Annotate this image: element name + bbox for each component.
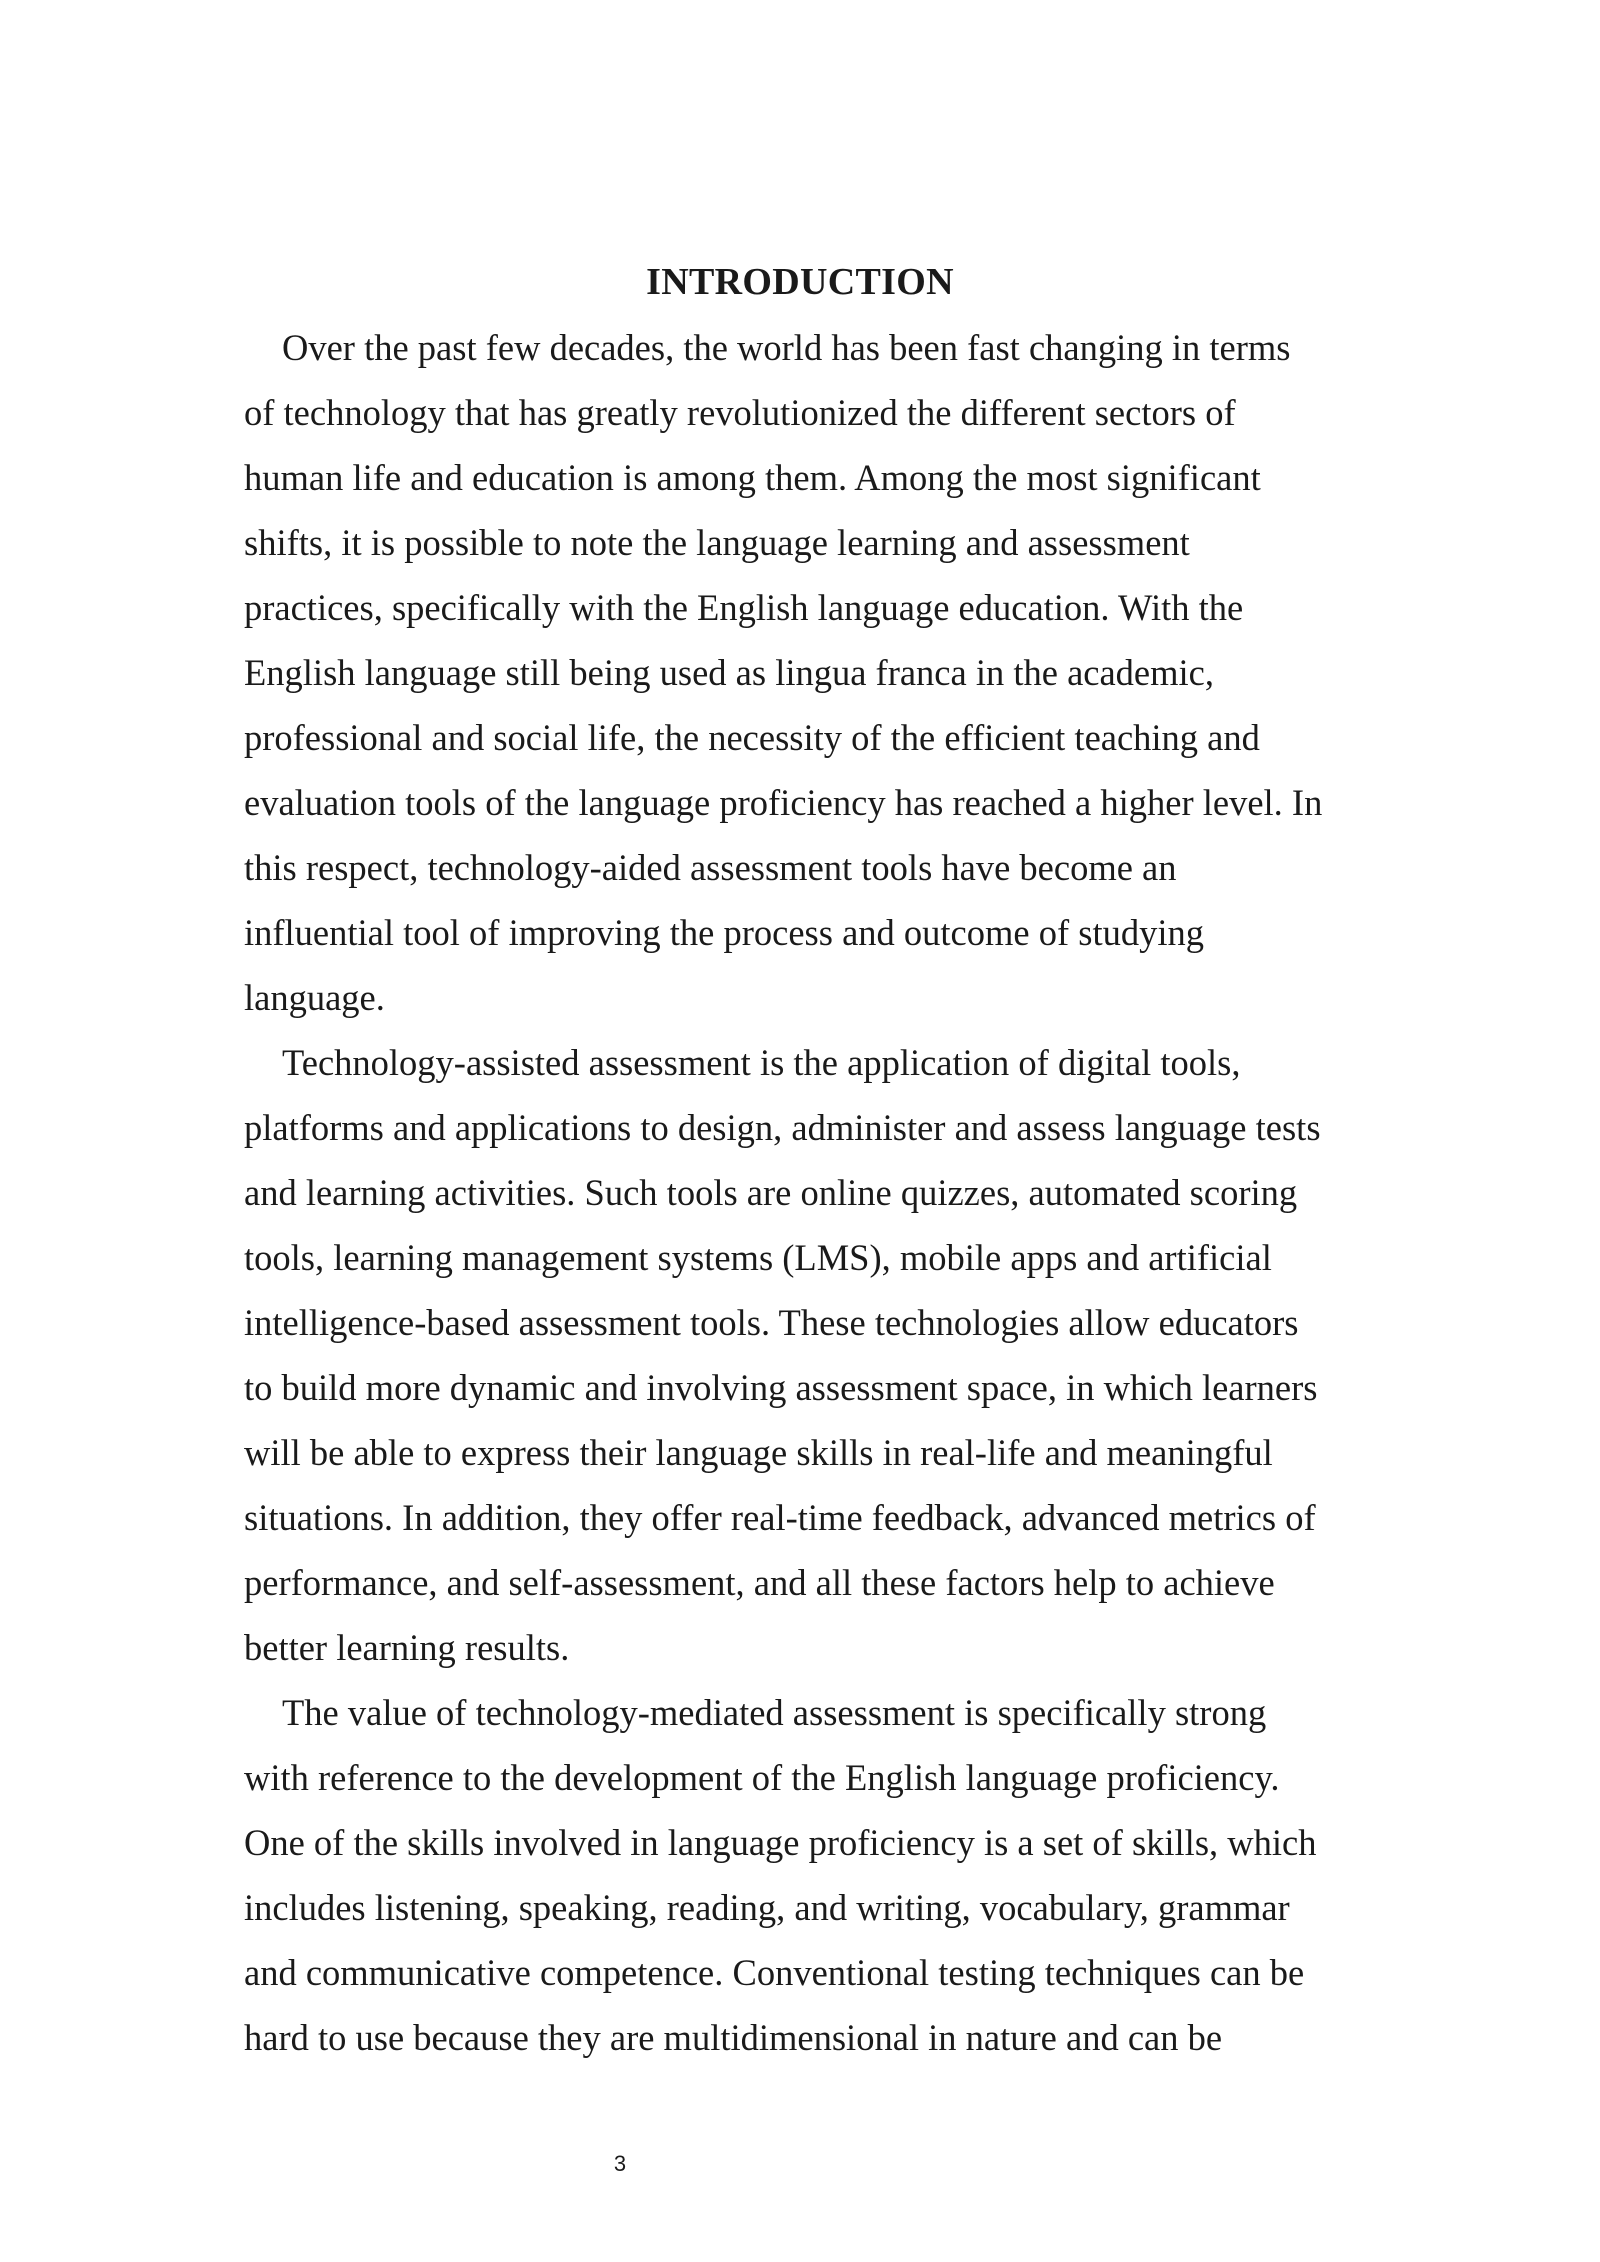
text-line: of technology that has greatly revolutionized the different sectors of [244, 392, 1236, 433]
text-line: language. [244, 977, 385, 1018]
text-line: Over the past few decades, the world has been fast changing in terms [282, 327, 1291, 368]
text-line: situations. In addition, they offer real-time feedback, advanced metrics of [244, 1497, 1316, 1538]
text-line: includes listening, speaking, reading, and writing, vocabulary, grammar [244, 1887, 1290, 1928]
text-line: this respect, technology-aided assessment tools have become an [244, 847, 1177, 888]
text-line: to build more dynamic and involving assessment space, in which learners [244, 1367, 1318, 1408]
text-line: The value of technology-mediated assessment is specifically strong [282, 1692, 1267, 1733]
text-line: intelligence-based assessment tools. These technologies allow educators [244, 1302, 1299, 1343]
text-line: evaluation tools of the language proficiency has reached a higher level. In [244, 782, 1323, 823]
text-line: tools, learning management systems (LMS), mobile apps and artificial [244, 1237, 1272, 1278]
text-line: and learning activities. Such tools are online quizzes, automated scoring [244, 1172, 1298, 1213]
text-line: and communicative competence. Conventional testing techniques can be [244, 1952, 1305, 1993]
text-line: better learning results. [244, 1627, 570, 1668]
text-line: human life and education is among them. Among the most significant [244, 457, 1261, 498]
text-line: professional and social life, the necessity of the efficient teaching and [244, 717, 1260, 758]
text-line: practices, specifically with the English language education. With the [244, 587, 1244, 628]
text-line: with reference to the development of the English language proficiency. [244, 1757, 1280, 1798]
text-line: performance, and self-assessment, and all these factors help to achieve [244, 1562, 1275, 1603]
section-heading: INTRODUCTION [646, 261, 954, 303]
text-line: will be able to express their language skills in real-life and meaningful [244, 1432, 1273, 1473]
text-line: shifts, it is possible to note the language learning and assessment [244, 522, 1190, 563]
text-line: influential tool of improving the process and outcome of studying [244, 912, 1204, 953]
text-line: hard to use because they are multidimensional in nature and can be [244, 2017, 1223, 2058]
text-line: Technology-assisted assessment is the application of digital tools, [282, 1042, 1241, 1083]
page-number: 3 [613, 2151, 627, 2176]
text-line: One of the skills involved in language proficiency is a set of skills, which [244, 1822, 1317, 1863]
text-line: platforms and applications to design, administer and assess language tests [244, 1107, 1321, 1148]
text-line: English language still being used as lingua franca in the academic, [244, 652, 1214, 693]
